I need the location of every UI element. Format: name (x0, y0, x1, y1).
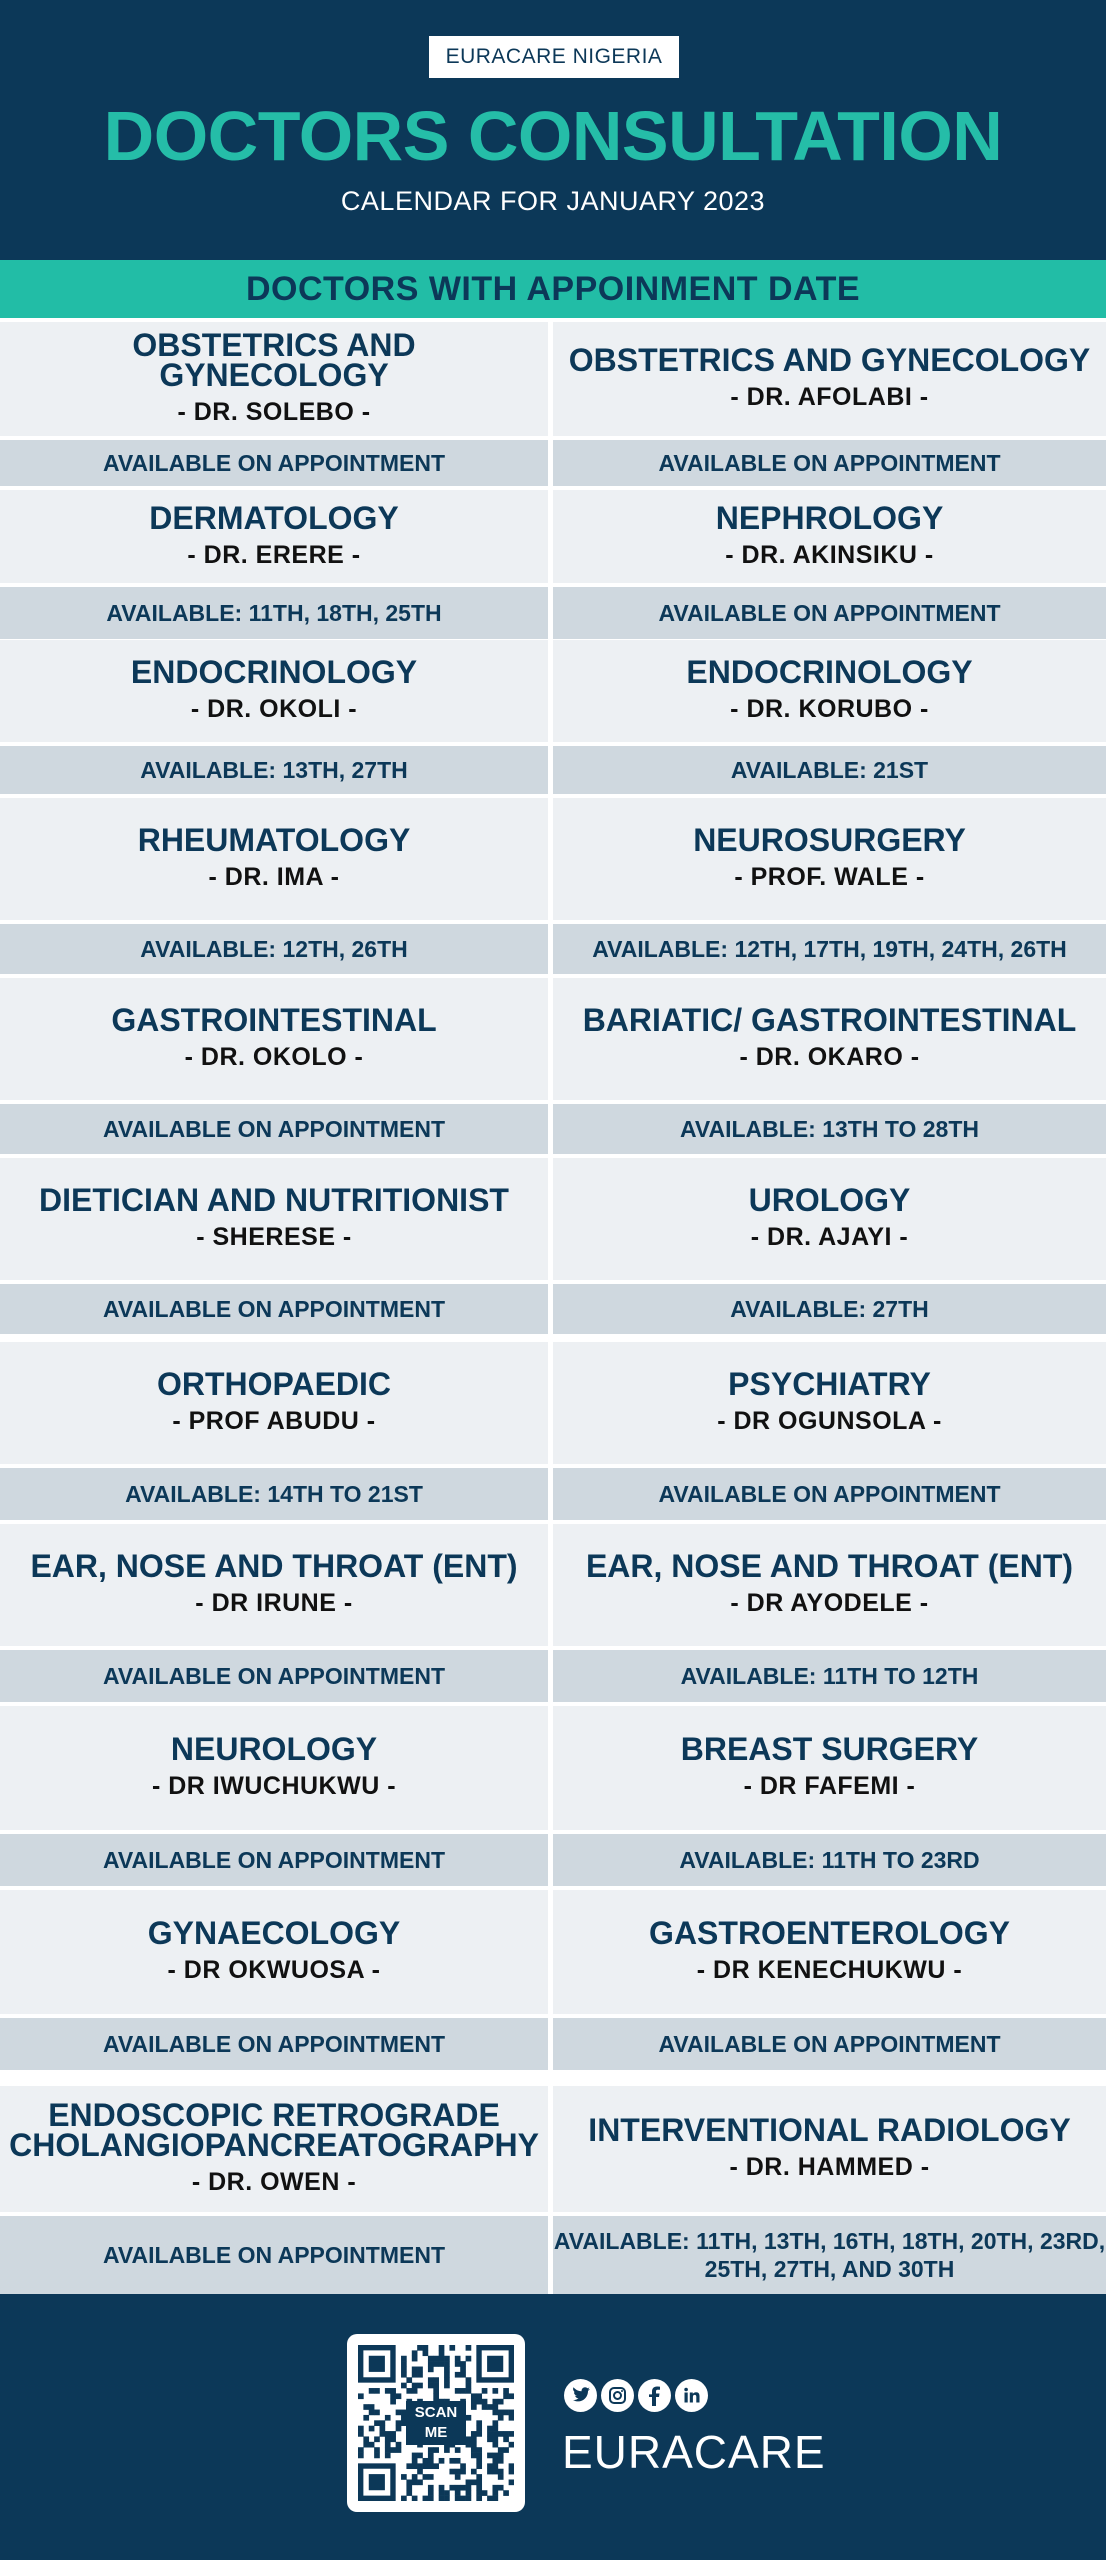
specialty-name: ENDOCRINOLOGY (130, 654, 418, 690)
doctor-info (0, 1158, 548, 1280)
specialty-name: GYNAECOLOGY (147, 1915, 401, 1951)
availability-label: AVAILABLE ON APPOINTMENT (0, 440, 548, 486)
specialty-name: BARIATIC/ GASTROINTESTINAL (582, 1002, 1077, 1038)
doctor-name: - DR. IMA - (208, 863, 340, 891)
doctor-row (0, 1342, 1106, 1520)
linkedin-icon[interactable] (675, 2379, 708, 2412)
doctor-row (0, 2086, 1106, 2294)
instagram-icon[interactable] (601, 2379, 634, 2412)
doctor-info (553, 1524, 1106, 1646)
doctor-info (0, 1342, 548, 1464)
doctor-name: - DR. AFOLABI - (730, 383, 929, 411)
doctor-info (553, 490, 1106, 583)
availability-label: AVAILABLE ON APPOINTMENT (0, 1284, 548, 1334)
availability-label: AVAILABLE: 11TH, 13TH, 16TH, 18TH, 20TH, 23RD, 25TH, 27TH, AND 30TH (553, 2216, 1106, 2294)
doctor-name: - DR KENECHUKWU - (696, 1956, 963, 1984)
specialty-name: ORTHOPAEDIC (156, 1366, 392, 1402)
doctor-name: - PROF. WALE - (734, 863, 925, 891)
availability-label: AVAILABLE: 11TH TO 12TH (553, 1650, 1106, 1702)
doctor-name: - DR OKWUOSA - (167, 1956, 381, 1984)
specialty-name: GASTROINTESTINAL (111, 1002, 437, 1038)
doctor-card (0, 1524, 548, 1702)
availability-label: AVAILABLE: 13TH TO 28TH (553, 1104, 1106, 1154)
doctor-card (0, 640, 548, 794)
availability-label: AVAILABLE ON APPOINTMENT (553, 1468, 1106, 1520)
facebook-icon[interactable] (638, 2379, 671, 2412)
doctor-name: - DR. AKINSIKU - (725, 540, 934, 569)
doctor-info (0, 490, 548, 583)
doctor-row (0, 978, 1106, 1154)
doctor-name: - DR. KORUBO - (730, 695, 929, 723)
doctor-name: - DR. SOLEBO - (177, 398, 371, 426)
doctor-row (0, 640, 1106, 794)
availability-label: AVAILABLE ON APPOINTMENT (553, 587, 1106, 639)
doctor-name: - DR FAFEMI - (743, 1772, 916, 1800)
availability-label: AVAILABLE: 13TH, 27TH (0, 746, 548, 794)
availability-label: AVAILABLE ON APPOINTMENT (0, 1104, 548, 1154)
doctor-info (553, 1158, 1106, 1280)
doctor-name: - DR. OWEN - (191, 2168, 357, 2196)
doctor-name: - DR. ERERE - (187, 540, 361, 569)
specialty-name: UROLOGY (748, 1182, 911, 1218)
specialty-name: DIETICIAN AND NUTRITIONIST (39, 1182, 509, 1218)
availability-label: AVAILABLE ON APPOINTMENT (0, 1834, 548, 1886)
doctor-card (553, 1890, 1106, 2070)
section-banner: DOCTORS WITH APPOINMENT DATE (0, 260, 1106, 318)
doctor-info (553, 2086, 1106, 2212)
doctor-info (0, 978, 548, 1100)
doctor-card (553, 1706, 1106, 1886)
doctor-row (0, 322, 1106, 486)
specialty-name: PSYCHIATRY (728, 1366, 931, 1402)
specialty-name: ENDOSCOPIC RETROGRADE CHOLANGIOPANCREATOGRAPHY (9, 2097, 539, 2163)
specialty-name: ENDOCRINOLOGY (686, 654, 973, 690)
doctor-card (0, 2086, 548, 2294)
doctor-name: - DR IWUCHUKWU - (151, 1772, 397, 1800)
doctor-name: - DR. OKOLO - (184, 1043, 364, 1071)
footer-brand-name: EURACARE (562, 2426, 826, 2478)
availability-label: AVAILABLE ON APPOINTMENT (553, 440, 1106, 486)
doctor-card (553, 798, 1106, 974)
specialty-name: BREAST SURGERY (680, 1731, 979, 1767)
specialty-name: OBSTETRICS AND GYNECOLOGY (568, 342, 1091, 378)
availability-label: AVAILABLE: 12TH, 17TH, 19TH, 24TH, 26TH (553, 924, 1106, 974)
specialty-name: EAR, NOSE AND THROAT (ENT) (30, 1548, 518, 1584)
doctor-card (553, 978, 1106, 1154)
doctor-info (553, 1706, 1106, 1830)
availability-label: AVAILABLE ON APPOINTMENT (0, 2018, 548, 2070)
doctor-name: - PROF ABUDU - (172, 1407, 376, 1435)
specialty-name: NEUROSURGERY (693, 822, 966, 858)
doctor-row (0, 490, 1106, 639)
doctor-info (553, 322, 1106, 436)
twitter-icon[interactable] (564, 2379, 597, 2412)
doctor-info (553, 978, 1106, 1100)
specialty-name: RHEUMATOLOGY (137, 822, 411, 858)
doctor-card (0, 798, 548, 974)
doctor-card (553, 1342, 1106, 1520)
specialty-name: DERMATOLOGY (149, 499, 399, 536)
doctor-card (553, 322, 1106, 486)
doctor-info (553, 798, 1106, 920)
doctor-row (0, 1158, 1106, 1334)
availability-label: AVAILABLE: 11TH TO 23RD (553, 1834, 1106, 1886)
doctor-name: - DR IRUNE - (195, 1589, 353, 1617)
scan-me-label: SCAN ME (406, 2401, 466, 2445)
doctor-info (0, 322, 548, 436)
availability-label: AVAILABLE: 14TH TO 21ST (0, 1468, 548, 1520)
availability-label: AVAILABLE ON APPOINTMENT (553, 2018, 1106, 2070)
doctor-card (553, 1158, 1106, 1334)
specialty-name: INTERVENTIONAL RADIOLOGY (588, 2112, 1071, 2148)
availability-label: AVAILABLE: 11TH, 18TH, 25TH (0, 587, 548, 639)
availability-label: AVAILABLE ON APPOINTMENT (0, 2216, 548, 2294)
specialty-name: NEUROLOGY (170, 1731, 378, 1767)
doctor-info (0, 1890, 548, 2014)
doctor-card (553, 1524, 1106, 1702)
doctor-card (0, 490, 548, 639)
availability-label: AVAILABLE ON APPOINTMENT (0, 1650, 548, 1702)
doctor-info (0, 1706, 548, 1830)
doctor-card (553, 490, 1106, 639)
page-title: DOCTORS CONSULTATION (103, 97, 1003, 175)
doctor-info (0, 798, 548, 920)
doctor-info (553, 640, 1106, 742)
header (0, 0, 1106, 260)
footer (0, 2294, 1106, 2560)
doctor-info (0, 1524, 548, 1646)
availability-label: AVAILABLE: 12TH, 26TH (0, 924, 548, 974)
doctor-name: - DR OGUNSOLA - (717, 1407, 942, 1435)
doctor-name: - SHERESE - (196, 1223, 352, 1251)
doctor-card (0, 1890, 548, 2070)
availability-label: AVAILABLE: 27TH (553, 1284, 1106, 1334)
availability-label: AVAILABLE: 21ST (553, 746, 1106, 794)
doctor-row (0, 1524, 1106, 1702)
doctor-card (553, 640, 1106, 794)
doctor-card (0, 1158, 548, 1334)
doctor-name: - DR. OKARO - (739, 1043, 920, 1071)
doctor-info (0, 640, 548, 742)
doctor-card (0, 322, 548, 486)
social-icons (564, 2379, 712, 2413)
doctor-info (0, 2086, 548, 2212)
doctor-card (0, 1342, 548, 1520)
specialty-name: OBSTETRICS AND GYNECOLOGY (132, 327, 416, 393)
doctor-name: - DR AYODELE - (730, 1589, 929, 1617)
qr-code[interactable] (347, 2334, 525, 2512)
doctor-name: - DR. AJAYI - (750, 1223, 909, 1251)
doctor-info (553, 1342, 1106, 1464)
brand-chip: EURACARE NIGERIA (429, 36, 679, 78)
doctor-card (0, 1706, 548, 1886)
doctor-card (0, 978, 548, 1154)
doctor-row (0, 1890, 1106, 2070)
doctor-row (0, 798, 1106, 974)
page-subtitle: CALENDAR FOR JANUARY 2023 (340, 186, 766, 216)
doctor-info (553, 1890, 1106, 2014)
doctor-card (553, 2086, 1106, 2294)
specialty-name: GASTROENTEROLOGY (649, 1915, 1010, 1951)
specialty-name: EAR, NOSE AND THROAT (ENT) (585, 1548, 1074, 1584)
doctor-name: - DR. HAMMED - (729, 2153, 930, 2181)
specialty-name: NEPHROLOGY (715, 499, 944, 536)
doctor-row (0, 1706, 1106, 1886)
doctor-name: - DR. OKOLI - (190, 695, 358, 723)
